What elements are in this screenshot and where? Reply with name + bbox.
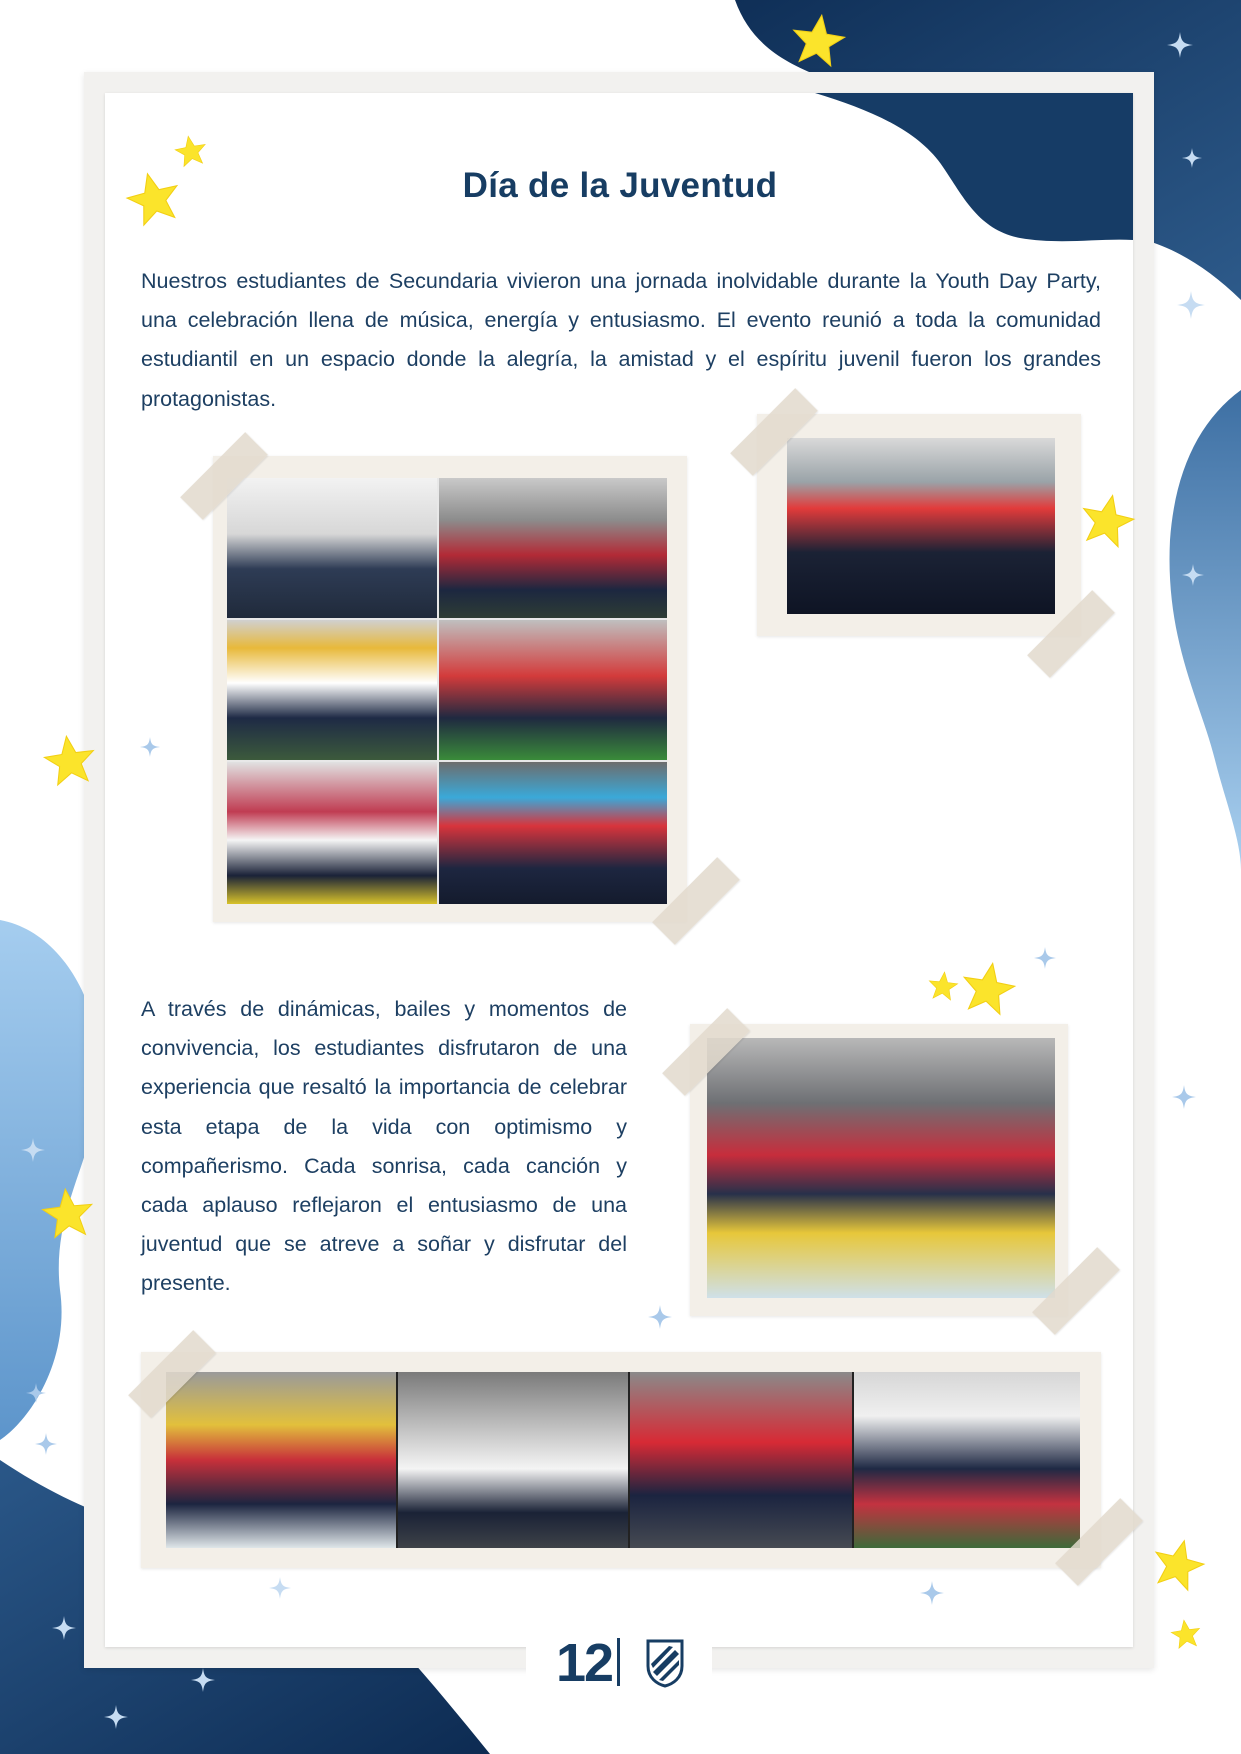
second-paragraph: A través de dinámicas, bailes y momentos de convivencia, los estudiantes disfrutaron de una experiencia que resaltó la importancia de celebrar esta etapa de la vida con optimismo y compañerismo. Cada sonrisa, cada canción y cada aplauso reflejaron el entusiasmo de una juventud que se atreve a soñar y disfrutar del presente. bbox=[141, 997, 627, 1296]
group-photo-frame bbox=[757, 414, 1081, 636]
page-number: 12 bbox=[556, 1633, 613, 1693]
school-shield-logo bbox=[645, 1638, 685, 1688]
page-title: Día de la Juventud bbox=[462, 166, 778, 205]
collage-photo bbox=[227, 478, 667, 904]
collage-photo-frame bbox=[213, 456, 687, 922]
footer-divider bbox=[617, 1638, 620, 1686]
panorama-photo bbox=[166, 1372, 1080, 1548]
panorama-photo-frame bbox=[141, 1352, 1101, 1568]
dance-photo-frame bbox=[690, 1024, 1068, 1316]
intro-paragraph: Nuestros estudiantes de Secundaria vivieron una jornada inolvidable durante la Youth Day Party, una celebración llena de música, energía y entusiasmo. El evento reunió a toda la comunidad estudiantil en un espacio donde la alegría, la amistad y el espíritu juvenil fueron los grandes protagonistas. bbox=[141, 269, 1101, 411]
dance-photo bbox=[707, 1038, 1055, 1298]
group-photo bbox=[787, 438, 1055, 614]
